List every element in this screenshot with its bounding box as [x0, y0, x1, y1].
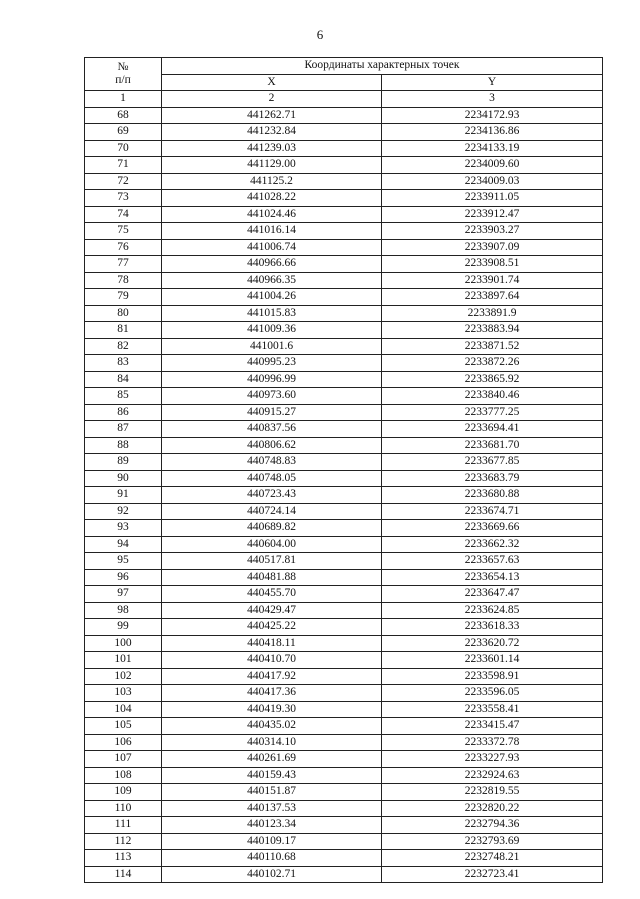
- point-number-cell: 72: [85, 173, 162, 190]
- column-index-3: 3: [382, 91, 603, 108]
- page-number: 6: [316, 27, 324, 42]
- y-coordinate-cell: 2233654.13: [382, 569, 603, 586]
- x-coordinate-cell: 441015.83: [162, 305, 382, 322]
- table-row: [85, 553, 603, 570]
- point-number-cell: 88: [85, 437, 162, 454]
- table-row: [85, 322, 603, 339]
- column-index-1: 1: [85, 91, 162, 108]
- x-coordinate-cell: 440517.81: [162, 553, 382, 570]
- y-coordinate-cell: 2233907.09: [382, 239, 603, 256]
- y-coordinate-cell: 2233680.88: [382, 487, 603, 504]
- table-row: [85, 272, 603, 289]
- table-row: [85, 586, 603, 603]
- header-row-index: [85, 91, 603, 108]
- y-coordinate-cell: 2233620.72: [382, 635, 603, 652]
- x-coordinate-cell: 440973.60: [162, 388, 382, 405]
- x-coordinate-cell: 440419.30: [162, 701, 382, 718]
- y-coordinate-cell: 2233865.92: [382, 371, 603, 388]
- x-coordinate-cell: 441009.36: [162, 322, 382, 339]
- point-number-cell: 75: [85, 223, 162, 240]
- y-coordinate-cell: 2233677.85: [382, 454, 603, 471]
- y-coordinate-cell: 2233601.14: [382, 652, 603, 669]
- table-row: [85, 305, 603, 322]
- table-row: [85, 437, 603, 454]
- header-row-group: [85, 58, 603, 75]
- y-coordinate-cell: 2233598.91: [382, 668, 603, 685]
- point-number-cell: 69: [85, 124, 162, 141]
- x-coordinate-cell: 440109.17: [162, 833, 382, 850]
- y-coordinate-cell: 2233872.26: [382, 355, 603, 372]
- point-number-cell: 92: [85, 503, 162, 520]
- table-row: [85, 256, 603, 273]
- table-row: [85, 734, 603, 751]
- x-coordinate-cell: 441006.74: [162, 239, 382, 256]
- x-coordinate-cell: 440915.27: [162, 404, 382, 421]
- point-number-cell: 81: [85, 322, 162, 339]
- x-coordinate-cell: 440837.56: [162, 421, 382, 438]
- point-number-cell: 105: [85, 718, 162, 735]
- point-number-cell: 96: [85, 569, 162, 586]
- y-coordinate-cell: 2234133.19: [382, 140, 603, 157]
- x-coordinate-cell: 441028.22: [162, 190, 382, 207]
- x-coordinate-cell: 441016.14: [162, 223, 382, 240]
- point-number-cell: 82: [85, 338, 162, 355]
- y-coordinate-cell: 2232793.69: [382, 833, 603, 850]
- header-row-axes: [85, 74, 603, 91]
- table-row: [85, 206, 603, 223]
- point-number-cell: 113: [85, 850, 162, 867]
- table-row: [85, 866, 603, 883]
- table-row: [85, 421, 603, 438]
- point-number-cell: 103: [85, 685, 162, 702]
- y-coordinate-cell: 2232794.36: [382, 817, 603, 834]
- coordinates-table: [84, 57, 603, 883]
- table-row: [85, 800, 603, 817]
- table-row: [85, 520, 603, 537]
- point-number-cell: 89: [85, 454, 162, 471]
- point-number-cell: 106: [85, 734, 162, 751]
- table-row: [85, 470, 603, 487]
- table-row: [85, 850, 603, 867]
- y-coordinate-cell: 2233683.79: [382, 470, 603, 487]
- y-coordinate-cell: 2233624.85: [382, 602, 603, 619]
- point-number-cell: 112: [85, 833, 162, 850]
- x-coordinate-cell: 441239.03: [162, 140, 382, 157]
- y-coordinate-cell: 2232748.21: [382, 850, 603, 867]
- table-body: [85, 107, 603, 883]
- header-x: X: [162, 74, 382, 91]
- table-row: [85, 767, 603, 784]
- y-coordinate-cell: 2233891.9: [382, 305, 603, 322]
- x-coordinate-cell: 440425.22: [162, 619, 382, 636]
- point-number-cell: 79: [85, 289, 162, 306]
- x-coordinate-cell: 441125.2: [162, 173, 382, 190]
- y-coordinate-cell: 2233662.32: [382, 536, 603, 553]
- point-number-cell: 107: [85, 751, 162, 768]
- x-coordinate-cell: 440418.11: [162, 635, 382, 652]
- y-coordinate-cell: 2233596.05: [382, 685, 603, 702]
- table-row: [85, 817, 603, 834]
- x-coordinate-cell: 440137.53: [162, 800, 382, 817]
- x-coordinate-cell: 440435.02: [162, 718, 382, 735]
- point-number-cell: 68: [85, 107, 162, 124]
- y-coordinate-cell: 2233777.25: [382, 404, 603, 421]
- point-number-cell: 98: [85, 602, 162, 619]
- y-coordinate-cell: 2234136.86: [382, 124, 603, 141]
- table-row: [85, 124, 603, 141]
- point-number-cell: 74: [85, 206, 162, 223]
- table-row: [85, 602, 603, 619]
- header-y: Y: [382, 74, 603, 91]
- y-coordinate-cell: 2233372.78: [382, 734, 603, 751]
- x-coordinate-cell: 440748.83: [162, 454, 382, 471]
- point-number-cell: 90: [85, 470, 162, 487]
- y-coordinate-cell: 2233912.47: [382, 206, 603, 223]
- table-row: [85, 289, 603, 306]
- table-row: [85, 107, 603, 124]
- x-coordinate-cell: 440151.87: [162, 784, 382, 801]
- y-coordinate-cell: 2233694.41: [382, 421, 603, 438]
- y-coordinate-cell: 2234009.60: [382, 157, 603, 174]
- header-number-abbr: п/п: [115, 74, 131, 86]
- y-coordinate-cell: 2233911.05: [382, 190, 603, 207]
- x-coordinate-cell: 440689.82: [162, 520, 382, 537]
- x-coordinate-cell: 440410.70: [162, 652, 382, 669]
- table-row: [85, 701, 603, 718]
- table-row: [85, 652, 603, 669]
- x-coordinate-cell: 440481.88: [162, 569, 382, 586]
- y-coordinate-cell: 2233908.51: [382, 256, 603, 273]
- point-number-cell: 93: [85, 520, 162, 537]
- y-coordinate-cell: 2233558.41: [382, 701, 603, 718]
- table-row: [85, 536, 603, 553]
- point-number-cell: 102: [85, 668, 162, 685]
- x-coordinate-cell: 441262.71: [162, 107, 382, 124]
- x-coordinate-cell: 440261.69: [162, 751, 382, 768]
- table-row: [85, 503, 603, 520]
- table-row: [85, 635, 603, 652]
- point-number-cell: 95: [85, 553, 162, 570]
- point-number-cell: 85: [85, 388, 162, 405]
- header-coordinates-group: Координаты характерных точек: [162, 58, 603, 75]
- y-coordinate-cell: 2233901.74: [382, 272, 603, 289]
- x-coordinate-cell: 441024.46: [162, 206, 382, 223]
- table-row: [85, 569, 603, 586]
- point-number-cell: 104: [85, 701, 162, 718]
- point-number-cell: 100: [85, 635, 162, 652]
- y-coordinate-cell: 2233897.64: [382, 289, 603, 306]
- table-row: [85, 239, 603, 256]
- x-coordinate-cell: 441001.6: [162, 338, 382, 355]
- column-index-2: 2: [162, 91, 382, 108]
- y-coordinate-cell: 2233415.47: [382, 718, 603, 735]
- x-coordinate-cell: 440102.71: [162, 866, 382, 883]
- point-number-cell: 110: [85, 800, 162, 817]
- x-coordinate-cell: 441232.84: [162, 124, 382, 141]
- y-coordinate-cell: 2233647.47: [382, 586, 603, 603]
- point-number-cell: 86: [85, 404, 162, 421]
- header-number-sign: №: [117, 61, 129, 73]
- table-row: [85, 454, 603, 471]
- table-row: [85, 355, 603, 372]
- table-row: [85, 784, 603, 801]
- y-coordinate-cell: 2233669.66: [382, 520, 603, 537]
- table-row: [85, 140, 603, 157]
- point-number-cell: 73: [85, 190, 162, 207]
- table-row: [85, 718, 603, 735]
- x-coordinate-cell: 440314.10: [162, 734, 382, 751]
- y-coordinate-cell: 2232723.41: [382, 866, 603, 883]
- point-number-cell: 108: [85, 767, 162, 784]
- x-coordinate-cell: 440159.43: [162, 767, 382, 784]
- y-coordinate-cell: 2233883.94: [382, 322, 603, 339]
- x-coordinate-cell: 441004.26: [162, 289, 382, 306]
- point-number-cell: 99: [85, 619, 162, 636]
- x-coordinate-cell: 440429.47: [162, 602, 382, 619]
- y-coordinate-cell: 2234009.03: [382, 173, 603, 190]
- table-row: [85, 371, 603, 388]
- x-coordinate-cell: 440966.35: [162, 272, 382, 289]
- x-coordinate-cell: 440996.99: [162, 371, 382, 388]
- point-number-cell: 71: [85, 157, 162, 174]
- y-coordinate-cell: 2233871.52: [382, 338, 603, 355]
- x-coordinate-cell: 440966.66: [162, 256, 382, 273]
- point-number-cell: 101: [85, 652, 162, 669]
- point-number-cell: 80: [85, 305, 162, 322]
- x-coordinate-cell: 440724.14: [162, 503, 382, 520]
- y-coordinate-cell: 2232820.22: [382, 800, 603, 817]
- y-coordinate-cell: 2232924.63: [382, 767, 603, 784]
- x-coordinate-cell: 440604.00: [162, 536, 382, 553]
- x-coordinate-cell: 440417.36: [162, 685, 382, 702]
- table-row: [85, 487, 603, 504]
- point-number-cell: 97: [85, 586, 162, 603]
- point-number-cell: 83: [85, 355, 162, 372]
- table-row: [85, 619, 603, 636]
- y-coordinate-cell: 2233681.70: [382, 437, 603, 454]
- point-number-cell: 78: [85, 272, 162, 289]
- x-coordinate-cell: 441129.00: [162, 157, 382, 174]
- y-coordinate-cell: 2234172.93: [382, 107, 603, 124]
- point-number-cell: 70: [85, 140, 162, 157]
- x-coordinate-cell: 440417.92: [162, 668, 382, 685]
- table-row: [85, 157, 603, 174]
- table-row: [85, 173, 603, 190]
- table-row: [85, 833, 603, 850]
- point-number-cell: 91: [85, 487, 162, 504]
- x-coordinate-cell: 440110.68: [162, 850, 382, 867]
- point-number-cell: 94: [85, 536, 162, 553]
- point-number-cell: 109: [85, 784, 162, 801]
- y-coordinate-cell: 2233840.46: [382, 388, 603, 405]
- point-number-cell: 84: [85, 371, 162, 388]
- x-coordinate-cell: 440123.34: [162, 817, 382, 834]
- y-coordinate-cell: 2233903.27: [382, 223, 603, 240]
- point-number-cell: 76: [85, 239, 162, 256]
- point-number-cell: 87: [85, 421, 162, 438]
- x-coordinate-cell: 440806.62: [162, 437, 382, 454]
- y-coordinate-cell: 2233618.33: [382, 619, 603, 636]
- point-number-cell: 77: [85, 256, 162, 273]
- x-coordinate-cell: 440995.23: [162, 355, 382, 372]
- y-coordinate-cell: 2233227.93: [382, 751, 603, 768]
- table-row: [85, 751, 603, 768]
- x-coordinate-cell: 440748.05: [162, 470, 382, 487]
- table-row: [85, 338, 603, 355]
- y-coordinate-cell: 2233674.71: [382, 503, 603, 520]
- header-point-number: [85, 58, 162, 91]
- table-row: [85, 190, 603, 207]
- table-row: [85, 685, 603, 702]
- point-number-cell: 111: [85, 817, 162, 834]
- table-row: [85, 404, 603, 421]
- y-coordinate-cell: 2233657.63: [382, 553, 603, 570]
- x-coordinate-cell: 440723.43: [162, 487, 382, 504]
- table-row: [85, 668, 603, 685]
- point-number-cell: 114: [85, 866, 162, 883]
- x-coordinate-cell: 440455.70: [162, 586, 382, 603]
- y-coordinate-cell: 2232819.55: [382, 784, 603, 801]
- table-row: [85, 223, 603, 240]
- table-row: [85, 388, 603, 405]
